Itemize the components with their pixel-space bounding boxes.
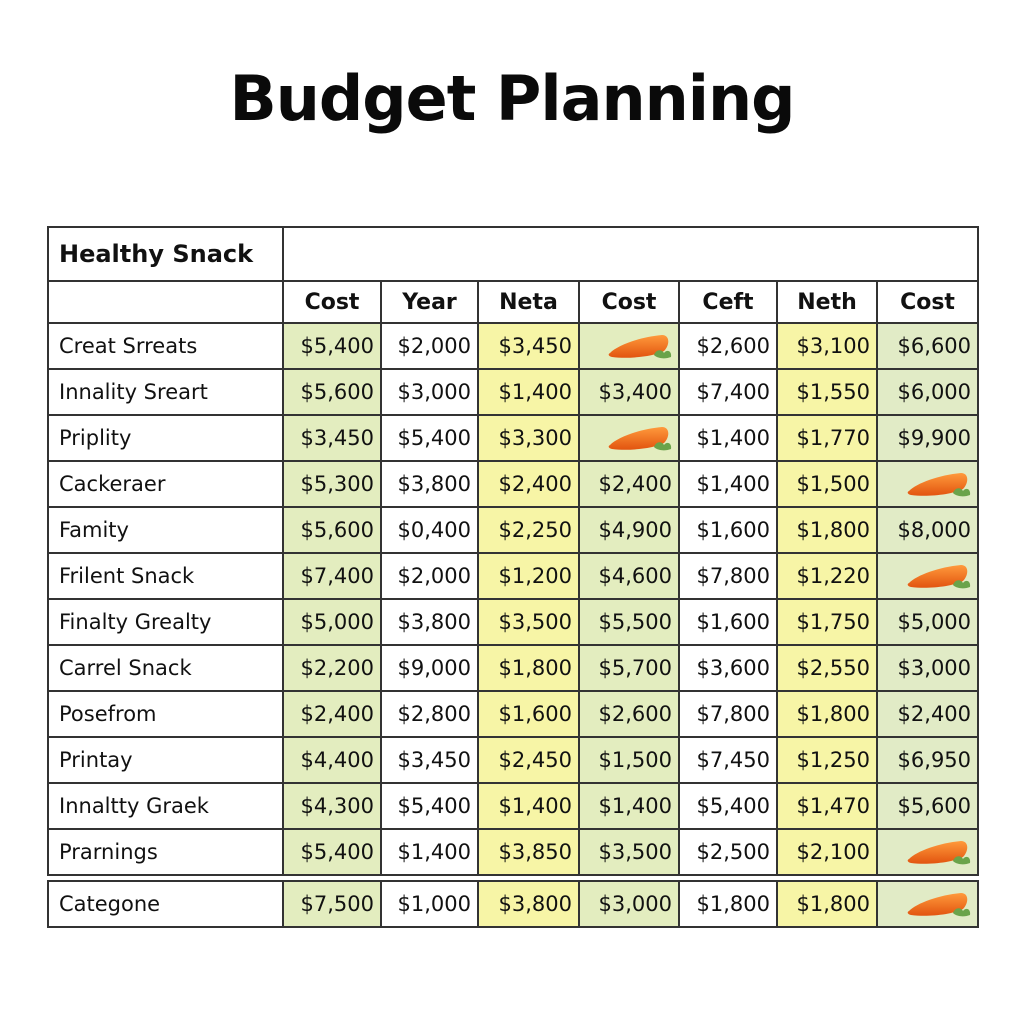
column-header-blank: [48, 281, 283, 323]
value-cell[interactable]: $2,600: [579, 691, 679, 737]
value-cell[interactable]: $3,450: [283, 415, 381, 461]
value-cell[interactable]: $1,400: [679, 461, 777, 507]
value-cell[interactable]: $6,600: [877, 323, 978, 369]
value-cell[interactable]: $3,450: [381, 737, 478, 783]
table-row: [48, 737, 978, 783]
value-cell[interactable]: $2,000: [381, 553, 478, 599]
row-label: Innality Sreart: [48, 369, 283, 415]
carrot-icon-cell[interactable]: [877, 829, 978, 875]
value-cell[interactable]: $5,500: [579, 599, 679, 645]
value-cell[interactable]: $2,400: [478, 461, 579, 507]
value-cell[interactable]: $2,500: [679, 829, 777, 875]
value-cell[interactable]: $1,800: [679, 881, 777, 927]
row-label: Creat Srreats: [48, 323, 283, 369]
value-cell[interactable]: $3,850: [478, 829, 579, 875]
value-cell[interactable]: $3,500: [579, 829, 679, 875]
value-cell[interactable]: $1,220: [777, 553, 877, 599]
carrot-icon-cell[interactable]: [877, 881, 978, 927]
carrot-icon: [903, 837, 973, 867]
column-header[interactable]: Ceft: [679, 281, 777, 323]
value-cell[interactable]: $2,400: [283, 691, 381, 737]
row-label: Priplity: [48, 415, 283, 461]
carrot-icon: [604, 423, 674, 453]
column-header[interactable]: Cost: [283, 281, 381, 323]
value-cell[interactable]: $3,450: [478, 323, 579, 369]
value-cell[interactable]: $8,000: [877, 507, 978, 553]
table-row: [48, 691, 978, 737]
row-label: Famity: [48, 507, 283, 553]
value-cell[interactable]: $4,300: [283, 783, 381, 829]
footer-table: [47, 880, 979, 928]
value-cell[interactable]: $6,950: [877, 737, 978, 783]
table-row: [48, 415, 978, 461]
value-cell[interactable]: $5,400: [381, 783, 478, 829]
carrot-icon: [604, 331, 674, 361]
value-cell[interactable]: $2,100: [777, 829, 877, 875]
value-cell[interactable]: $5,000: [283, 599, 381, 645]
value-cell[interactable]: $5,700: [579, 645, 679, 691]
value-cell[interactable]: $1,500: [579, 737, 679, 783]
value-cell[interactable]: $1,800: [777, 507, 877, 553]
value-cell[interactable]: $3,500: [478, 599, 579, 645]
carrot-icon-cell[interactable]: [877, 461, 978, 507]
value-cell[interactable]: $1,750: [777, 599, 877, 645]
value-cell[interactable]: $5,600: [283, 507, 381, 553]
value-cell[interactable]: $7,400: [283, 553, 381, 599]
value-cell[interactable]: $1,600: [478, 691, 579, 737]
column-header-row: [48, 281, 978, 323]
value-cell[interactable]: $1,400: [478, 783, 579, 829]
category-title-blank: [283, 227, 978, 281]
row-label: Frilent Snack: [48, 553, 283, 599]
table-row: [48, 461, 978, 507]
value-cell[interactable]: $1,550: [777, 369, 877, 415]
carrot-icon-cell[interactable]: [579, 323, 679, 369]
value-cell[interactable]: $5,600: [283, 369, 381, 415]
value-cell[interactable]: $1,800: [478, 645, 579, 691]
value-cell[interactable]: $1,400: [478, 369, 579, 415]
footer-row: [48, 881, 978, 927]
value-cell[interactable]: $1,800: [777, 691, 877, 737]
row-label: Cackeraer: [48, 461, 283, 507]
value-cell[interactable]: $2,600: [679, 323, 777, 369]
row-label: Printay: [48, 737, 283, 783]
value-cell[interactable]: $7,450: [679, 737, 777, 783]
budget-table: [47, 226, 979, 876]
value-cell[interactable]: $1,200: [478, 553, 579, 599]
value-cell[interactable]: $1,470: [777, 783, 877, 829]
table-row: [48, 783, 978, 829]
value-cell[interactable]: $5,300: [283, 461, 381, 507]
table-row: [48, 829, 978, 875]
value-cell[interactable]: $2,800: [381, 691, 478, 737]
value-cell[interactable]: $2,250: [478, 507, 579, 553]
value-cell[interactable]: $0,400: [381, 507, 478, 553]
carrot-icon: [903, 561, 973, 591]
value-cell[interactable]: $3,800: [381, 599, 478, 645]
column-header[interactable]: Neta: [478, 281, 579, 323]
value-cell[interactable]: $2,400: [877, 691, 978, 737]
row-label: Categone: [48, 881, 283, 927]
value-cell[interactable]: $1,400: [679, 415, 777, 461]
category-title-row: [48, 227, 978, 281]
page-title: Budget Planning: [229, 62, 795, 135]
value-cell[interactable]: $1,770: [777, 415, 877, 461]
value-cell[interactable]: $3,100: [777, 323, 877, 369]
value-cell[interactable]: $1,600: [679, 599, 777, 645]
value-cell[interactable]: $4,600: [579, 553, 679, 599]
table-row: [48, 599, 978, 645]
value-cell[interactable]: $5,400: [283, 829, 381, 875]
value-cell[interactable]: $1,250: [777, 737, 877, 783]
value-cell[interactable]: $4,900: [579, 507, 679, 553]
table-row: [48, 645, 978, 691]
value-cell[interactable]: $2,000: [381, 323, 478, 369]
value-cell[interactable]: $3,000: [381, 369, 478, 415]
value-cell[interactable]: $1,000: [381, 881, 478, 927]
value-cell[interactable]: $2,200: [283, 645, 381, 691]
column-header[interactable]: Cost: [877, 281, 978, 323]
row-label: Posefrom: [48, 691, 283, 737]
value-cell[interactable]: $3,000: [877, 645, 978, 691]
value-cell[interactable]: $5,400: [679, 783, 777, 829]
category-title: Healthy Snack: [48, 227, 283, 281]
value-cell[interactable]: $1,400: [381, 829, 478, 875]
value-cell[interactable]: $7,800: [679, 553, 777, 599]
value-cell[interactable]: $3,800: [381, 461, 478, 507]
value-cell[interactable]: $7,400: [679, 369, 777, 415]
value-cell[interactable]: $2,550: [777, 645, 877, 691]
value-cell[interactable]: $1,800: [777, 881, 877, 927]
value-cell[interactable]: $3,000: [579, 881, 679, 927]
value-cell[interactable]: $2,450: [478, 737, 579, 783]
value-cell[interactable]: $2,400: [579, 461, 679, 507]
carrot-icon: [903, 889, 973, 919]
column-header[interactable]: Cost: [579, 281, 679, 323]
value-cell[interactable]: $1,600: [679, 507, 777, 553]
budget-table-container: [47, 226, 977, 928]
value-cell[interactable]: $3,600: [679, 645, 777, 691]
table-row: [48, 507, 978, 553]
value-cell[interactable]: $5,400: [381, 415, 478, 461]
value-cell[interactable]: $5,400: [283, 323, 381, 369]
table-row: [48, 369, 978, 415]
table-row: [48, 553, 978, 599]
value-cell[interactable]: $7,500: [283, 881, 381, 927]
column-header[interactable]: Neth: [777, 281, 877, 323]
row-label: Finalty Grealty: [48, 599, 283, 645]
row-label: Innaltty Graek: [48, 783, 283, 829]
value-cell[interactable]: $7,800: [679, 691, 777, 737]
value-cell[interactable]: $5,000: [877, 599, 978, 645]
carrot-icon-cell[interactable]: [579, 415, 679, 461]
row-label: Carrel Snack: [48, 645, 283, 691]
carrot-icon-cell[interactable]: [877, 553, 978, 599]
carrot-icon: [903, 469, 973, 499]
value-cell[interactable]: $9,900: [877, 415, 978, 461]
column-header[interactable]: Year: [381, 281, 478, 323]
value-cell[interactable]: $3,300: [478, 415, 579, 461]
value-cell[interactable]: $3,400: [579, 369, 679, 415]
value-cell[interactable]: $6,000: [877, 369, 978, 415]
value-cell[interactable]: $4,400: [283, 737, 381, 783]
table-row: [48, 323, 978, 369]
value-cell[interactable]: $5,600: [877, 783, 978, 829]
value-cell[interactable]: $9,000: [381, 645, 478, 691]
value-cell[interactable]: $1,400: [579, 783, 679, 829]
row-label: Prarnings: [48, 829, 283, 875]
value-cell[interactable]: $1,500: [777, 461, 877, 507]
value-cell[interactable]: $3,800: [478, 881, 579, 927]
